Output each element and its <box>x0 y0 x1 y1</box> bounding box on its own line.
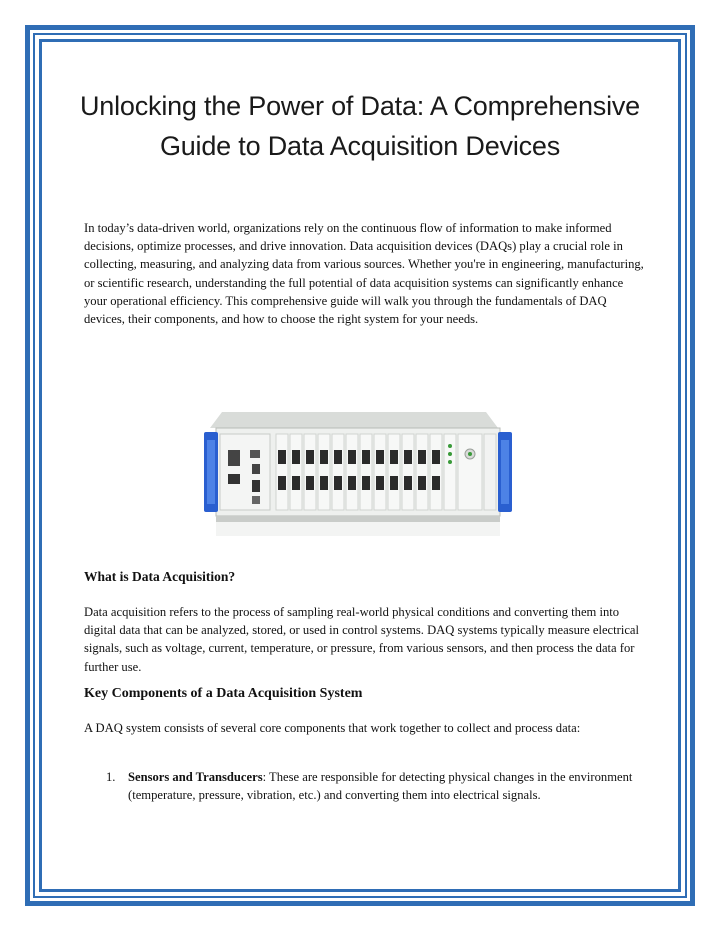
list-item-text: : These are responsible for detecting physical changes in the environment (temperature, pressure, vibration, etc.) and converting them into electrical signals. <box>128 770 633 803</box>
list-item-term: Sensors and Transducers <box>128 770 263 784</box>
section-paragraph-key-components: A DAQ system consists of several core components that work together to collect and process data: <box>84 721 581 735</box>
section-paragraph-what-is-daq: Data acquisition refers to the process of sampling real-world physical conditions and converting them into digital data that can be analyzed, stored, or used in control systems. DAQ systems typically measure electrical signals, such as voltage, current, temperature, or pressure, from various sensors, and then process the data for further use. <box>84 605 640 674</box>
list-item-body <box>128 768 636 804</box>
section-heading-what-is-daq: What is Data Acquisition? <box>84 569 236 584</box>
section-heading-key-components: Key Components of a Data Acquisition System <box>84 686 363 701</box>
document-title: Unlocking the Power of Data: A Comprehensive Guide to Data Acquisition Devices <box>79 91 640 161</box>
daq-rack-chassis-icon <box>198 350 522 550</box>
daq-device-image <box>198 350 522 550</box>
intro-paragraph: In today’s data-driven world, organizations rely on the continuous flow of information to make informed decisions, optimize processes, and drive innovation. Data acquisition devices (DAQs) play a crucial role in collecting, measuring, and analyzing data from various sources. Whether you're in engineering, manufacturing, or scientific research, understanding the full potential of data acquisition systems can significantly enhance your operational efficiency. This comprehensive guide will walk you through the fundamentals of DAQ devices, their components, and how to choose the right system for your needs. <box>84 221 644 327</box>
list-item-number: 1. <box>106 770 116 784</box>
